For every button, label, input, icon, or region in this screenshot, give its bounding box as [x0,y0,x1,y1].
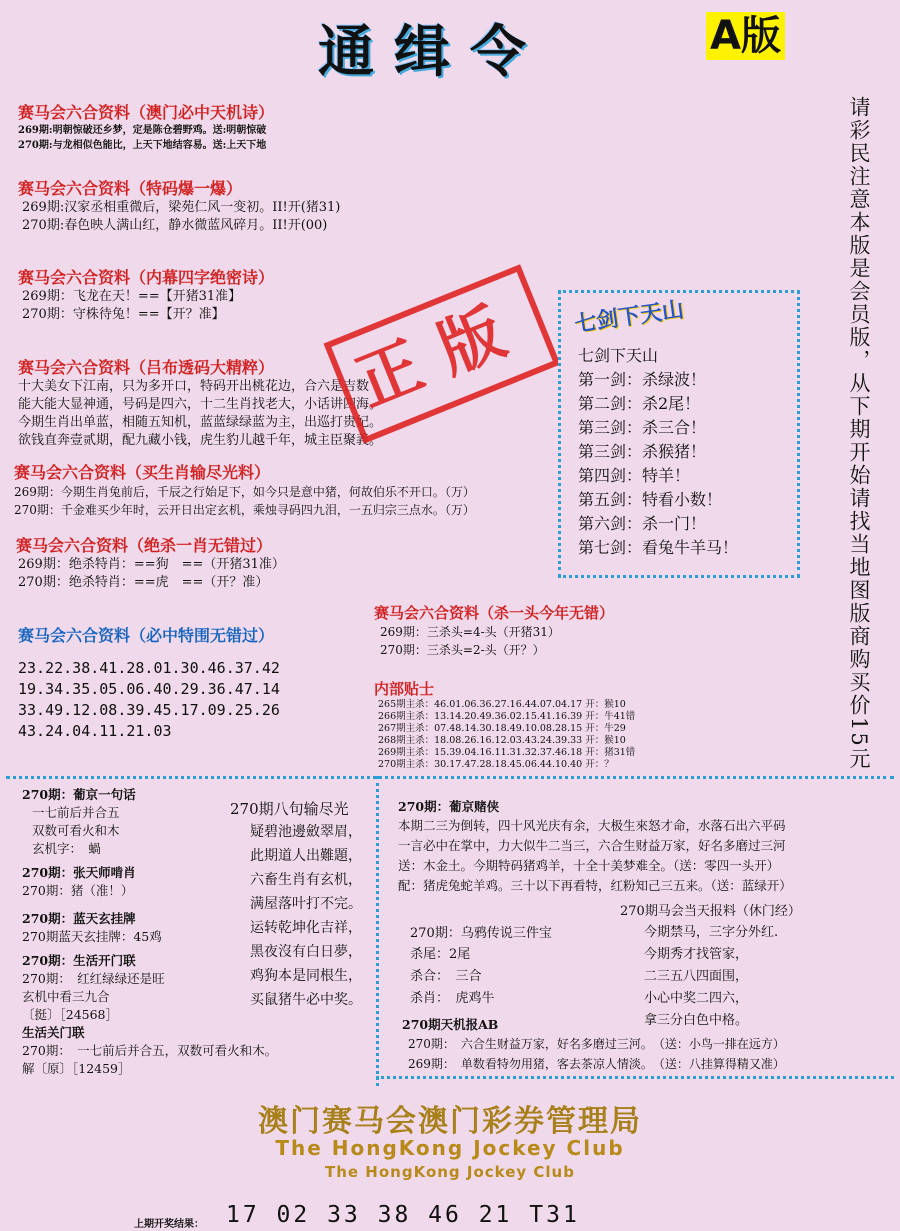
section-line: 270期:与龙相似色能比，上天下地结容易。送:上天下地 [18,140,267,151]
crow-title: 270期：乌鸦传说三件宝 [410,926,552,941]
ab-line: 270期： 六合生财益万家，好名多磨过三河。 （送：小鸟一排在远方） [408,1037,785,1051]
horse-title: 270期马会当天报料（休门经） [620,904,801,919]
bottom-right-divider [376,1076,894,1079]
section-line: 十大美女下江南，只为多开口，特码开出桃花边，合六是吉数 [18,379,370,394]
section-zodiac-lose [14,460,475,519]
edition-badge: A版 [706,12,785,60]
page-title: 通缉令 [318,20,546,85]
bottom-line: 〔挺〕［24568］ [22,1007,119,1022]
number-row: 19.34.35.05.06.40.29.36.47.14 [18,680,280,698]
poem-line: 黑夜沒有白日夢， [250,944,362,960]
section-line: 270期：绝杀特肖：==虎 ==（开？准） [18,575,269,590]
sword-line: 第二剑：杀2尾！ [578,394,701,413]
bottom-line: 270期：猪（准！） [22,883,134,898]
poem-line: 鸡狗本是同根生， [250,968,362,984]
bottom-line: 一七前后并合五 [32,805,120,820]
section-title: 赛马会六合资料（买生肖输尽光料） [14,463,271,482]
section-line: 269期:汉家丞相重微后，梁苑仁风一变初。II!开(猪31) [22,200,341,215]
gambler-line: 配：猪虎兔蛇羊鸡。三十以下再看特，红粉知己三五来。（送：蓝绿开） [398,878,792,893]
sword-line: 第四剑：特羊！ [578,466,691,485]
seven-swords-list [578,344,738,560]
sword-line: 第五剑：特看小数！ [578,490,723,509]
section-title: 赛马会六合资料（内幕四字绝密诗） [18,268,275,287]
poem-line: 六畜生肖有玄机， [250,872,362,888]
section-title: 赛马会六合资料（吕布透码大精粹） [18,358,275,377]
section-kill-zodiac [16,533,285,592]
sword-line: 第一剑：杀绿波！ [578,370,707,389]
section-line: 270期：守株待兔！==【开？准】 [22,307,225,322]
section-kill-head [374,602,614,659]
horse-line: 小心中奖二四六， [644,991,749,1006]
bottom-line: 270期：蓝天玄挂牌 [22,911,136,926]
section-four-word-poem [18,265,274,324]
section-tianji-poem [18,100,274,153]
bottom-line: 270期：生活开门联 [22,953,136,968]
horse-line: 今期秀才找管家， [644,947,749,962]
crow-line: 杀尾：2尾 [410,947,471,962]
number-row: 23.22.38.41.28.01.30.46.37.42 [18,659,280,677]
poem-line: 满屋落叶打不完。 [250,896,362,912]
sword-line: 第三剑：杀猴猪！ [578,442,707,461]
section-line: 269期：飞龙在天！==【开猪31准】 [22,289,242,304]
ab-line: 269期： 单数看特勿用猪，客去茶凉人情淡。 （送：八挂算得精又准） [408,1057,785,1071]
crow-line: 杀合： 三合 [410,969,482,984]
section-line: 能大能大显神通，号码是四六，十二生肖找老大，小话讲四海。 [18,397,383,412]
section-line: 269期：绝杀特肖：==狗 ==（开猪31准） [18,557,285,572]
poem-line: 运转乾坤化吉祥， [250,920,362,936]
sword-line: 七剑下天山 [578,346,659,365]
section-lvbu-essence [18,355,382,450]
poem-line: 此期道人出難題， [250,848,362,864]
section-line: 270期：千金难买少年时，云开日出定玄机，乘烛寻码四九泪，一五归宗三点水。（万） [14,503,475,517]
bottom-line: 双数可看火和木 [32,823,120,838]
org-name-cn: 澳门赛马会澳门彩券管理局 [258,1104,642,1139]
seven-swords-logo: 七剑下天山 [573,297,686,338]
section-title: 内部贴士 [374,680,435,698]
section-line: 269期：三杀头=4-头（开猪31） [380,625,560,639]
gambler-title: 270期：葡京赌侠 [398,799,500,814]
section-line: 欲钱直奔壹贰期，配九藏小钱，虎生豹儿越千年，城主臣聚義。 [18,433,383,448]
bottom-line: 解〔原〕［12459］ [22,1061,131,1076]
bottom-line: 玄机字： 蝸 [32,841,101,856]
sword-line: 第六剑：杀一门！ [578,514,707,533]
column-divider [376,776,379,1086]
tip-row: 269期主杀：15.39.04.16.11.31.32.37.46.18 开：猪31错 [378,747,636,758]
number-row: 43.24.04.11.21.03 [18,722,172,740]
crow-line: 杀肖： 虎鸡牛 [410,991,495,1006]
gambler-line: 本期二三为倒转，四十风光庆有余，大极生來怒才命，水落石出六平码 [398,818,786,833]
section-title: 赛马会六合资料（特码爆一爆） [18,179,243,198]
section-title: 赛马会六合资料（杀一头今年无错） [374,604,615,622]
poem-line: 买鼠猪牛必中奖。 [250,992,362,1008]
ab-panel [402,1016,785,1074]
bottom-mid-panel [230,798,362,1012]
section-line: 今期生肖出单蓝，相随五知机，蓝蓝绿绿蓝为主，出巡打贵妃。 [18,415,383,430]
bottom-right-panel [398,798,792,896]
org-name-en: The HongKong Jockey Club [275,1136,625,1160]
number-row: 33.49.12.08.39.45.17.09.25.26 [18,701,280,719]
horse-panel [620,902,801,1032]
section-line: 269期:明朝惊破还乡梦，定是陈仓碧野鸡。送:明朝惊破 [18,125,267,136]
bottom-line: 270期：葡京一句话 [22,787,136,802]
last-draw-label: 上期开奖结果： [134,1219,204,1230]
poem-line: 疑碧池邊斂翠眉， [250,824,362,840]
horse-line: 二三五八四面围， [644,969,749,984]
gambler-line: 一言必中在掌中，力大似牛二当三，六合生财益万家，好名多磨过三河 [398,838,786,853]
section-insider-tips [374,678,635,771]
tip-row: 270期主杀：30.17.47.28.18.45.06.44.10.40 开：？ [378,759,614,770]
section-title: 赛马会六合资料（必中特围无错过） [18,626,275,645]
last-draw-numbers: 17 02 33 38 46 21 T31 [226,1202,580,1228]
horse-line: 今期禁马，三字分外红. [644,925,779,940]
sword-line: 第七剑：看兔牛羊马！ [578,538,739,557]
bottom-line: 玄机中看三九合 [22,989,110,1004]
horse-line: 拿三分白色中格。 [644,1013,749,1028]
section-title: 赛马会六合资料（澳门必中天机诗） [18,103,275,122]
tip-row: 267期主杀：07.48.14.30.18.49.10.08.28.15 开：牛29 [378,723,626,734]
section-tema-burst [18,176,340,235]
poem-title: 270期八句输尽光 [230,800,349,818]
org-name-en-small: The HongKong Jockey Club [325,1163,575,1181]
genuine-stamp: 正版 [323,264,560,444]
section-special-range [18,623,280,742]
tip-row: 265期主杀：46.01.06.36.27.16.44.07.04.17 开：猴10 [378,699,626,710]
tip-row: 268期主杀：18.08.26.16.12.03.43.24.39.33 开：猴10 [378,735,626,746]
ab-title: 270期天机报AB [402,1017,499,1032]
bottom-line: 270期： 一七前后并合五，双数可看火和木。 [22,1043,278,1058]
bottom-line: 生活关门联 [22,1025,85,1040]
section-line: 270期:春色映人满山红，静水微蓝风碎月。II!开(00) [22,218,328,233]
sword-line: 第三剑：杀三合！ [578,418,707,437]
section-line: 270期：三杀头=2-头（开？） [380,643,545,657]
bottom-line: 270期： 红红绿绿还是旺 [22,971,165,986]
crow-panel [410,924,552,1010]
tip-row: 266期主杀：13.14.20.49.36.02.15.41.16.39 开：牛41错 [378,711,636,722]
bottom-line: 270期蓝天玄挂牌：45鸡 [22,929,162,944]
member-notice: 请彩民注意本版是会员版，从下期开始请找当地图版商购买价15元 [847,96,871,771]
bottom-line: 270期：张天师啃肖 [22,865,136,880]
section-title: 赛马会六合资料（绝杀一肖无错过） [16,536,273,555]
gambler-line: 送：木金土。今期特码猪鸡羊，十全十美梦难全。（送：零四一头开） [398,858,780,873]
section-line: 269期：今期生肖兔前后，千辰之行始足下，如今只是意中猪，何故伯乐不开口。（万） [14,485,475,499]
